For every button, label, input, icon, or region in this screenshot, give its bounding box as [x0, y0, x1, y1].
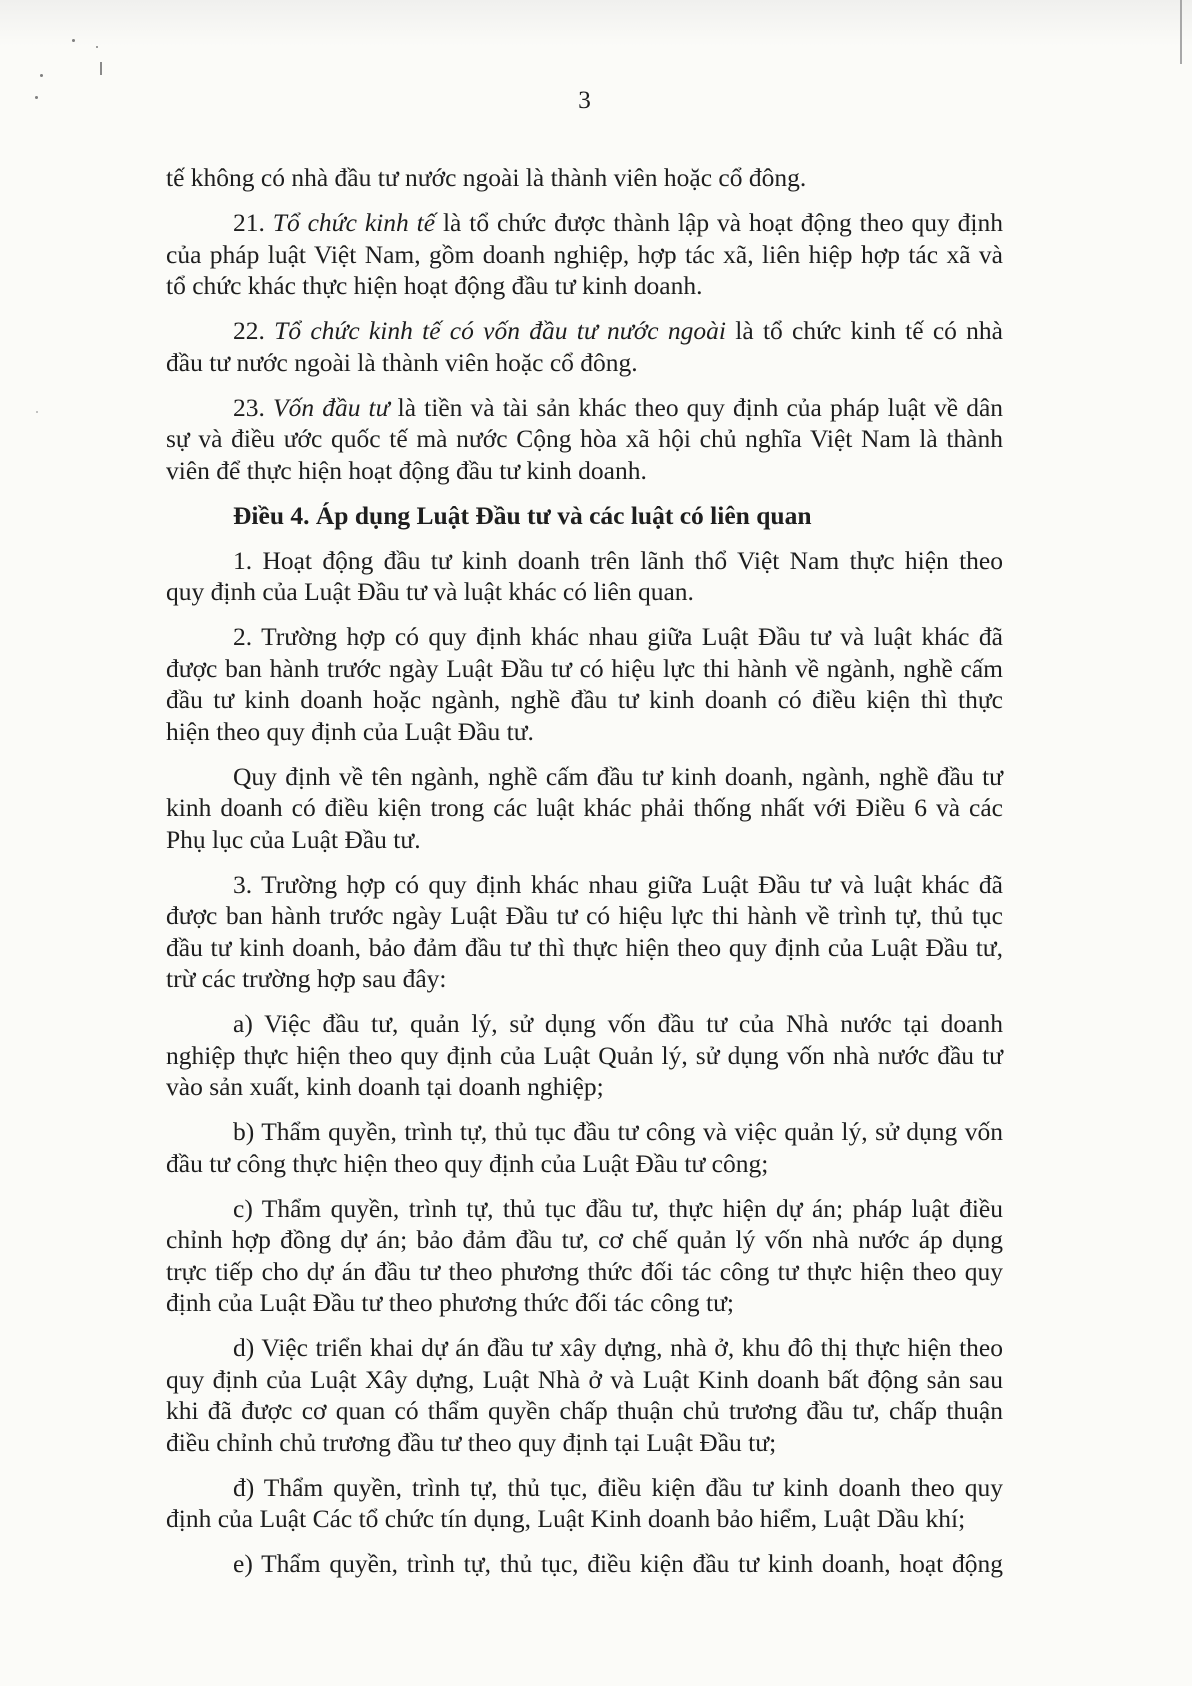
article-4-point-dd — [166, 1472, 1003, 1535]
article-4-paragraph-2 — [166, 621, 1003, 747]
text-line: Quy định về tên ngành, nghề cấm đầu tư kinh doanh, ngành, nghề đầu tư — [233, 761, 1003, 791]
clause-number: 22. — [233, 316, 265, 345]
text-line: đầu tư công thực hiện theo quy định của Luật Đầu tư công; — [166, 1148, 769, 1178]
article-heading: Điều 4. Áp dụng Luật Đầu tư và các luật có liên quan — [233, 500, 812, 530]
defined-term: Tổ chức kinh tế có vốn đầu tư nước ngoài — [274, 316, 726, 345]
text-line: được ban hành trước ngày Luật Đầu tư có hiệu lực thi hành về ngành, nghề cấm — [166, 653, 1003, 683]
text-line: đầu tư nước ngoài là thành viên hoặc cổ đông. — [166, 347, 638, 377]
article-3-continued-text — [166, 162, 1003, 194]
article-4-heading-block — [166, 500, 1003, 532]
text-line: chỉnh hợp đồng dự án; bảo đảm đầu tư, cơ chế quản lý vốn nhà nước áp dụng — [166, 1225, 1003, 1254]
clause-text: là tiền và tài sản khác theo quy định của pháp luật về dân — [397, 392, 1004, 422]
clause-23 — [166, 392, 1003, 487]
text-line: viên để thực hiện hoạt động đầu tư kinh doanh. — [166, 455, 647, 485]
scan-speck — [72, 39, 75, 42]
text-line: kinh doanh có điều kiện trong các luật khác phải thống nhất với Điều 6 và các — [166, 793, 1003, 822]
text-line — [166, 207, 1003, 239]
text-line: nghiệp thực hiện theo quy định của Luật Quản lý, sử dụng vốn nhà nước đầu tư — [166, 1040, 1003, 1070]
text-line: c) Thẩm quyền, trình tự, thủ tục đầu tư, thực hiện dự án; pháp luật điều — [233, 1193, 1003, 1223]
text-line: quy định của Luật Xây dựng, Luật Nhà ở và Luật Kinh doanh bất động sản sau — [166, 1364, 1003, 1394]
scan-edge-line — [1180, 0, 1182, 64]
text-line: 3. Trường hợp có quy định khác nhau giữa Luật Đầu tư và luật khác đã — [233, 869, 1003, 899]
article-4-point-d — [166, 1332, 1003, 1458]
defined-term: Vốn đầu tư — [273, 392, 390, 422]
page-number: 3 — [578, 85, 591, 114]
text-line: đầu tư kinh doanh, bảo đảm đầu tư thì thực hiện theo quy định của Luật Đầu tư, — [166, 932, 1003, 962]
document-body — [166, 162, 1003, 1593]
text-line: vào sản xuất, kinh doanh tại doanh nghiệp; — [166, 1072, 604, 1101]
text-line: đầu tư kinh doanh hoặc ngành, nghề đầu tư kinh doanh có điều kiện thì thực — [166, 685, 1003, 714]
article-4-paragraph-1 — [166, 545, 1003, 608]
text-line: tế không có nhà đầu tư nước ngoài là thành viên hoặc cổ đông. — [166, 163, 807, 192]
scan-speck — [35, 96, 38, 99]
text-line: sự và điều ước quốc tế mà nước Cộng hòa xã hội chủ nghĩa Việt Nam là thành — [166, 424, 1003, 453]
text-line: của pháp luật Việt Nam, gồm doanh nghiệp, hợp tác xã, liên hiệp hợp tác xã và — [166, 239, 1003, 269]
text-line: điều chỉnh chủ trương đầu tư theo quy định tại Luật Đầu tư; — [166, 1427, 777, 1457]
article-4-point-b — [166, 1116, 1003, 1179]
scan-shadow — [0, 0, 1192, 46]
clause-22 — [166, 315, 1003, 378]
text-line: khi đã được cơ quan có thẩm quyền chấp thuận chủ trương đầu tư, chấp thuận — [166, 1396, 1003, 1425]
defined-term: Tổ chức kinh tế — [272, 208, 436, 237]
text-line: định của Luật Các tổ chức tín dụng, Luật Kinh doanh bảo hiểm, Luật Dầu khí; — [166, 1504, 966, 1533]
text-line: d) Việc triển khai dự án đầu tư xây dựng, nhà ở, khu đô thị thực hiện theo — [233, 1333, 1003, 1362]
article-4-point-a — [166, 1008, 1003, 1103]
text-line: định của Luật Đầu tư theo phương thức đối tác công tư; — [166, 1288, 735, 1317]
text-line: 1. Hoạt động đầu tư kinh doanh trên lãnh thổ Việt Nam thực hiện theo — [233, 545, 1003, 575]
text-line: hiện theo quy định của Luật Đầu tư. — [166, 716, 534, 746]
article-4-paragraph-3 — [166, 869, 1003, 995]
text-line: trực tiếp cho dự án đầu tư theo phương thức đối tác công tư thực hiện theo quy — [166, 1256, 1003, 1286]
text-line: đ) Thẩm quyền, trình tự, thủ tục, điều kiện đầu tư kinh doanh theo quy — [233, 1472, 1003, 1502]
scan-speck — [40, 74, 43, 77]
clause-text: là tổ chức được thành lập và hoạt động theo quy định — [442, 208, 1003, 237]
text-line — [166, 392, 1003, 424]
article-4-point-c — [166, 1193, 1003, 1319]
text-line: được ban hành trước ngày Luật Đầu tư có hiệu lực thi hành về trình tự, thủ tục — [166, 901, 1003, 930]
scan-speck — [96, 46, 98, 48]
scan-speck — [100, 62, 102, 75]
scan-speck — [36, 411, 38, 413]
text-line: quy định của Luật Đầu tư và luật khác có liên quan. — [166, 577, 694, 606]
text-line: a) Việc đầu tư, quản lý, sử dụng vốn đầu tư của Nhà nước tại doanh — [233, 1009, 1003, 1038]
article-4-point-e — [166, 1548, 1003, 1580]
article-4-paragraph-2-note — [166, 761, 1003, 856]
clause-number: 21. — [233, 208, 265, 237]
text-line: Phụ lục của Luật Đầu tư. — [166, 824, 421, 854]
text-line: trừ các trường hợp sau đây: — [166, 964, 447, 993]
text-line: b) Thẩm quyền, trình tự, thủ tục đầu tư công và việc quản lý, sử dụng vốn — [233, 1117, 1003, 1146]
text-line: e) Thẩm quyền, trình tự, thủ tục, điều kiện đầu tư kinh doanh, hoạt động — [233, 1549, 1003, 1578]
text-line — [166, 315, 1003, 347]
text-line: 2. Trường hợp có quy định khác nhau giữa Luật Đầu tư và luật khác đã — [233, 622, 1003, 651]
clause-text: là tổ chức kinh tế có nhà — [735, 316, 1003, 345]
text-line: tổ chức khác thực hiện hoạt động đầu tư kinh doanh. — [166, 271, 703, 300]
clause-number: 23. — [233, 392, 265, 422]
clause-21 — [166, 207, 1003, 302]
